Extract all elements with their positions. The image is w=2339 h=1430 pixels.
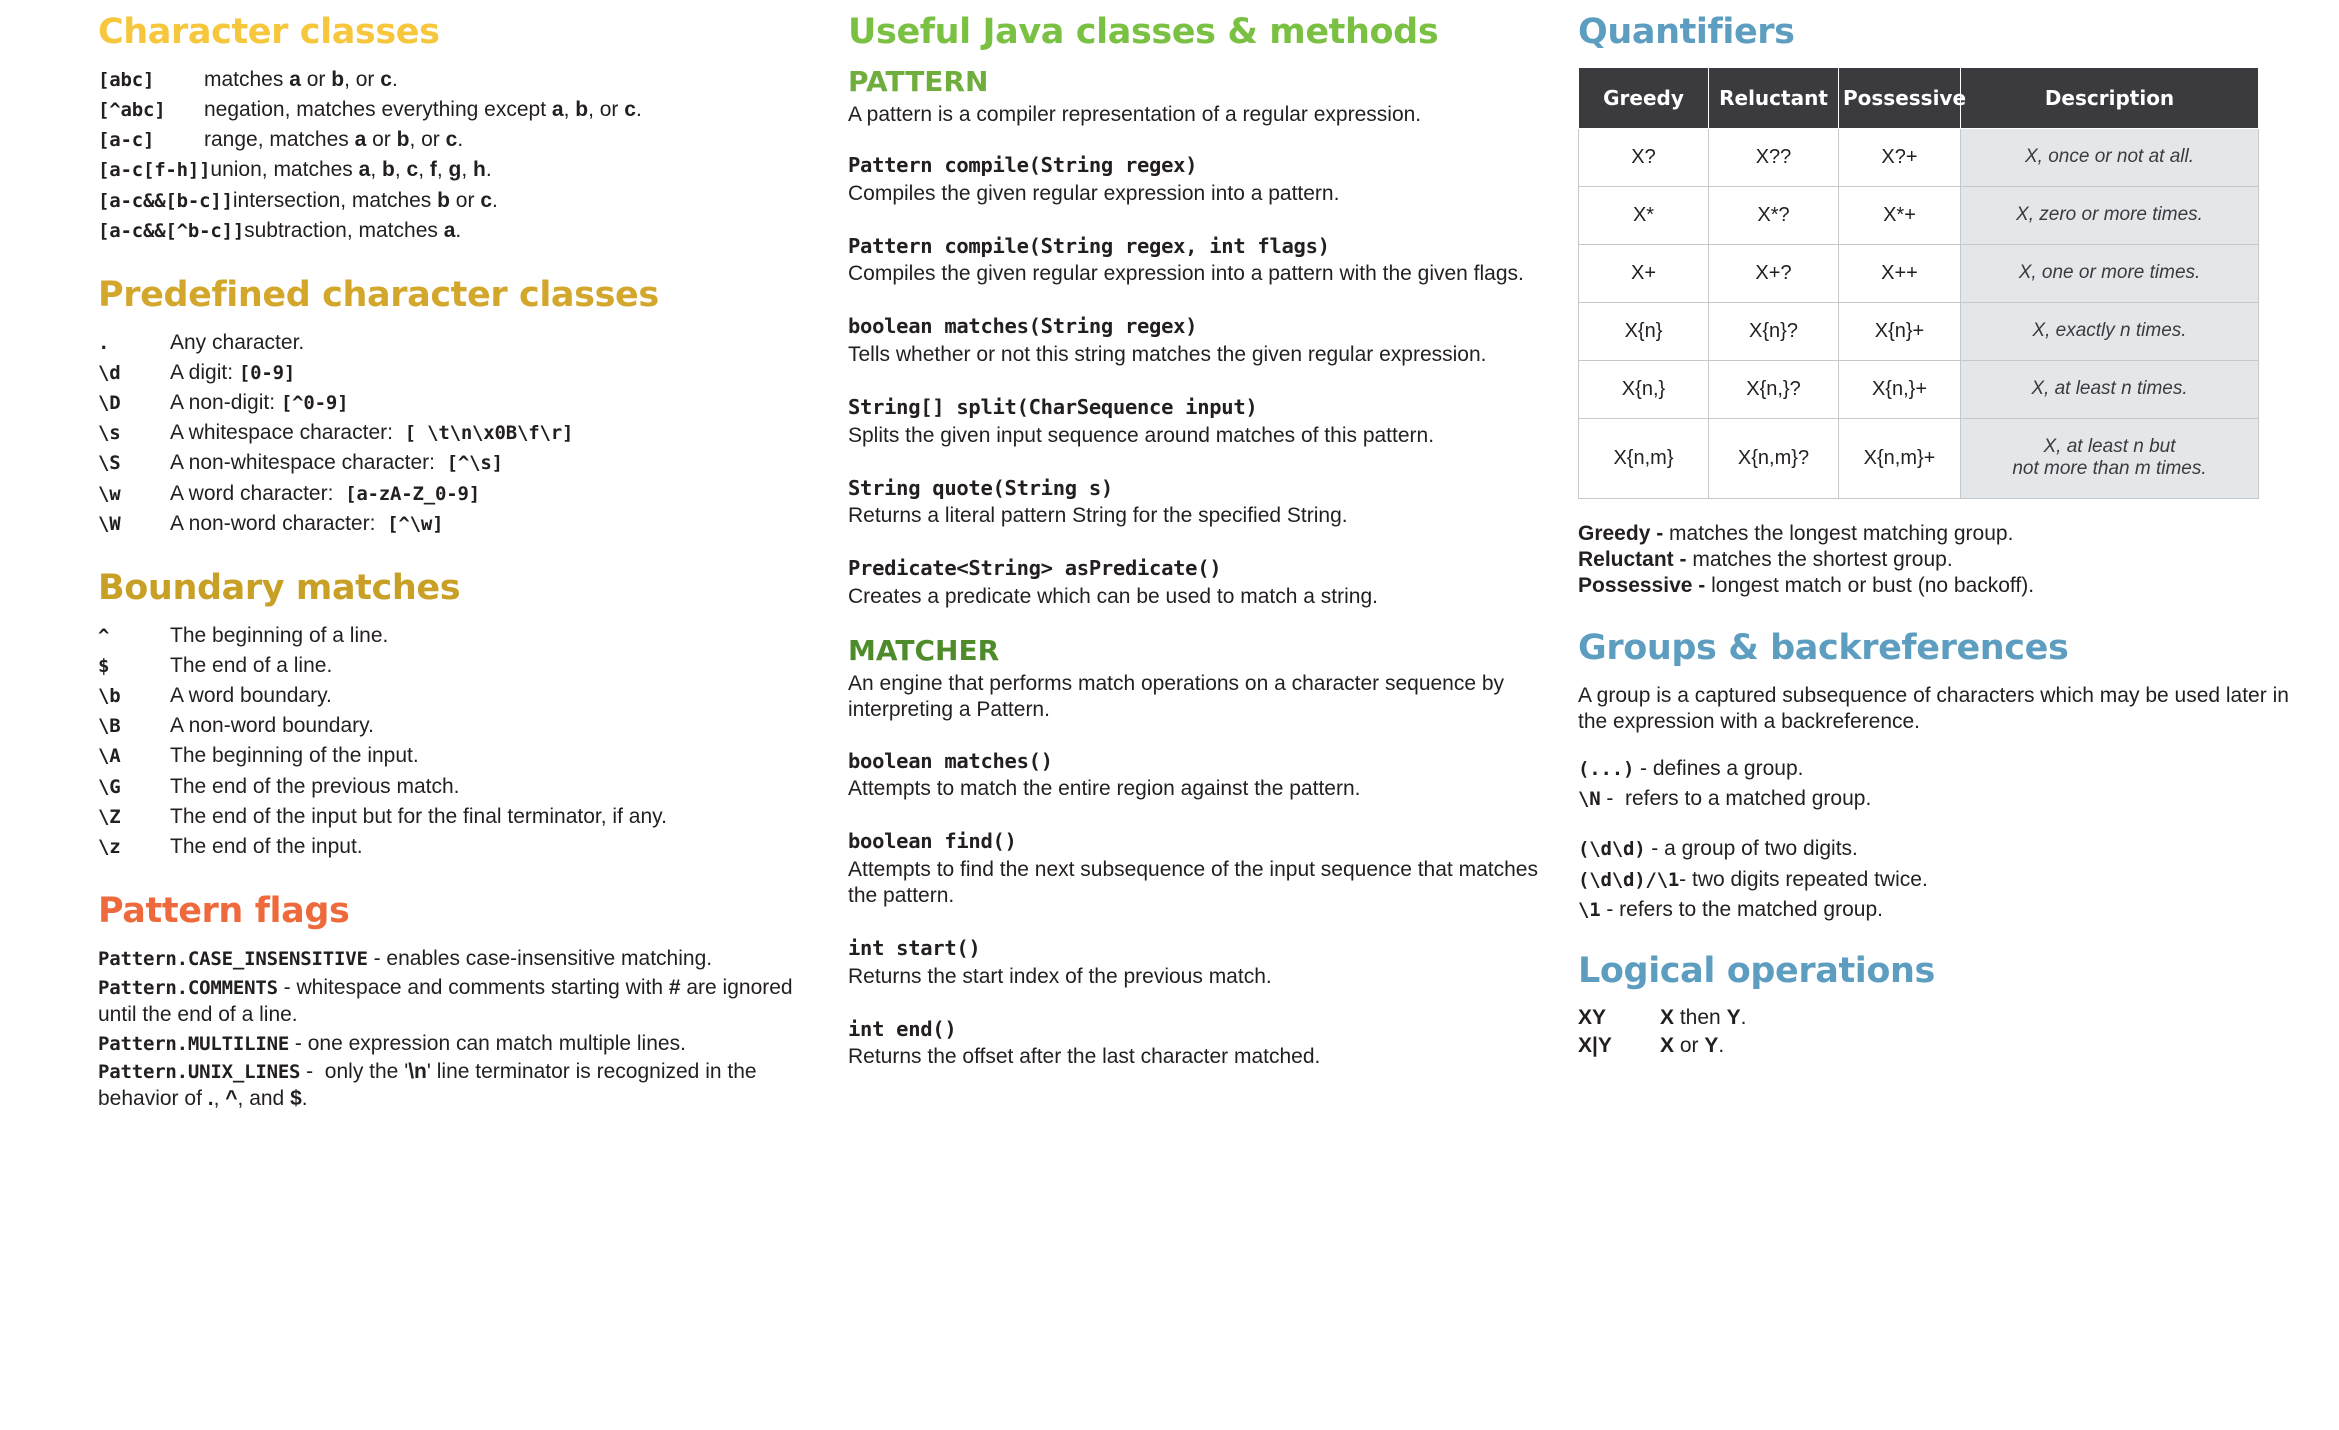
definition-row	[98, 420, 812, 445]
method-entry	[848, 1016, 1560, 1071]
group-entry: (\d\d)/\1- two digits repeated twice.	[1578, 867, 1928, 891]
definition-row	[98, 713, 812, 738]
definition-term: ^	[98, 624, 110, 647]
section-heading-useful-java-classes: Useful Java classes & methods	[848, 12, 1439, 52]
matcher-method-list	[848, 748, 1560, 1071]
method-entry	[848, 233, 1560, 288]
table-cell-description: X, at least n times.	[1961, 360, 2259, 418]
definition-description: A whitespace character: [ \t\n\x0B\f\r]	[170, 421, 574, 445]
definition-description: The end of a line.	[170, 653, 333, 677]
quantifiers-table-header-row	[1579, 67, 2259, 128]
definition-term: \z	[98, 836, 121, 858]
definition-description: range, matches a or b, or c.	[204, 128, 464, 152]
definition-row	[98, 390, 812, 415]
table-cell-description: X, one or more times.	[1961, 244, 2259, 302]
definition-row	[98, 157, 812, 182]
method-signature: Predicate<String> asPredicate()	[848, 556, 1222, 581]
definition-description: A word boundary.	[170, 684, 332, 708]
logical-operation-row	[1578, 1006, 2320, 1030]
table-row	[1579, 186, 2259, 244]
table-cell-quantifier: X*	[1579, 186, 1709, 244]
flag-entry: Pattern.COMMENTS - whitespace and comments starting with # are ignored until the end of a line.	[98, 975, 793, 1026]
method-signature: int end()	[848, 1016, 957, 1041]
quantifier-legend	[1578, 521, 2320, 600]
table-cell-description: X, at least n but not more than m times.	[1961, 418, 2259, 498]
quantifiers-table	[1578, 67, 2259, 499]
method-entry	[848, 935, 1560, 990]
section-heading-logical-operations: Logical operations	[1578, 951, 1935, 992]
table-cell-description: X, exactly n times.	[1961, 302, 2259, 360]
method-entry	[848, 555, 1560, 610]
method-entry	[848, 313, 1560, 368]
definition-term: [a-c&&[^b-c]]	[98, 219, 245, 242]
quantifier-legend-text: matches the longest matching group.	[1663, 521, 2014, 545]
definition-description: The end of the input.	[170, 835, 363, 858]
definition-description: union, matches a, b, c, f, g, h.	[210, 158, 492, 182]
method-description: Compiles the given regular expression into a pattern with the given flags.	[848, 262, 1524, 286]
table-cell-quantifier: X?	[1579, 128, 1709, 186]
definition-description: A digit: [0-9]	[170, 360, 296, 384]
definition-description: intersection, matches b or c.	[232, 188, 498, 212]
definition-row	[98, 450, 812, 475]
definition-term: \w	[98, 482, 121, 505]
logical-operation-description: X or Y.	[1660, 1033, 1725, 1057]
definition-term: \B	[98, 715, 121, 738]
definition-description: The beginning of a line.	[170, 623, 389, 647]
table-cell-quantifier: X??	[1709, 128, 1839, 186]
definition-description: A non-word character: [^\w]	[170, 511, 444, 535]
definition-description: matches a or b, or c.	[204, 67, 398, 91]
table-cell-description: X, zero or more times.	[1961, 186, 2259, 244]
table-cell-quantifier: X?+	[1839, 128, 1961, 186]
method-description: Returns a literal pattern String for the specified String.	[848, 504, 1348, 528]
method-signature: boolean matches()	[848, 748, 1053, 773]
column-java-classes	[830, 14, 1560, 1430]
definition-term: .	[98, 331, 110, 354]
table-column-header: Description	[1961, 67, 2259, 128]
group-entry: (\d\d) - a group of two digits.	[1578, 837, 1858, 861]
method-signature: String quote(String s)	[848, 475, 1113, 500]
section-heading-character-classes: Character classes	[98, 12, 440, 52]
method-description: Attempts to match the entire region against the pattern.	[848, 777, 1361, 801]
predefined-character-classes-list	[98, 330, 812, 536]
table-cell-quantifier: X+?	[1709, 244, 1839, 302]
logical-operation-term: X|Y	[1578, 1033, 1612, 1057]
definition-description: subtraction, matches a.	[244, 218, 462, 242]
definition-term: \D	[98, 392, 121, 414]
method-signature: String[] split(CharSequence input)	[848, 395, 1258, 420]
quantifier-legend-label: Reluctant -	[1578, 548, 1687, 572]
group-entry: \1 - refers to the matched group.	[1578, 897, 1883, 921]
table-row	[1579, 128, 2259, 186]
table-column-header: Possessive	[1839, 67, 1961, 128]
definition-row	[98, 481, 812, 506]
table-cell-quantifier: X+	[1579, 244, 1709, 302]
definition-description: A non-digit: [^0-9]	[170, 391, 349, 414]
table-cell-quantifier: X{n}	[1579, 302, 1709, 360]
definition-row	[98, 188, 812, 213]
definition-row	[98, 774, 812, 799]
definition-description: The beginning of the input.	[170, 744, 419, 768]
method-entry	[848, 748, 1560, 803]
section-heading-pattern-flags: Pattern flags	[98, 891, 350, 932]
groups-lead-text: A group is a captured subsequence of characters which may be used later in the expression with a backreference.	[1578, 683, 2289, 733]
definition-term: \b	[98, 685, 121, 708]
method-description: Compiles the given regular expression into a pattern.	[848, 181, 1340, 205]
subheading-pattern: PATTERN	[848, 64, 989, 98]
group-entry: (...) - defines a group.	[1578, 756, 1804, 780]
table-cell-quantifier: X++	[1839, 244, 1961, 302]
logical-operation-row	[1578, 1034, 2320, 1058]
flag-entry: Pattern.CASE_INSENSITIVE - enables case-insensitive matching.	[98, 946, 713, 970]
groups-list-a	[1578, 755, 2320, 813]
definition-row	[98, 330, 812, 355]
subheading-matcher: MATCHER	[848, 634, 1000, 668]
boundary-matches-list	[98, 623, 812, 860]
method-description: Creates a predicate which can be used to match a string.	[848, 585, 1378, 608]
quantifier-legend-row	[1578, 521, 2320, 547]
definition-row	[98, 683, 812, 708]
method-signature: boolean find()	[848, 829, 1017, 854]
column-character-classes	[30, 14, 830, 1430]
character-classes-list	[98, 67, 812, 243]
definition-term: \s	[98, 422, 121, 445]
section-heading-groups-backreferences: Groups & backreferences	[1578, 627, 2069, 668]
method-signature: boolean matches(String regex)	[848, 314, 1198, 339]
method-entry	[848, 475, 1560, 530]
logical-operations-list	[1578, 1006, 2320, 1058]
method-entry	[848, 152, 1560, 207]
table-column-header: Reluctant	[1709, 67, 1839, 128]
logical-operation-term: XY	[1578, 1005, 1607, 1029]
flag-entry: Pattern.UNIX_LINES - only the '\n' line terminator is recognized in the behavior of ., ^, and $.	[98, 1060, 757, 1111]
groups-list-b	[1578, 835, 2320, 923]
definition-term: [a-c&&[b-c]]	[98, 189, 233, 212]
quantifier-legend-text: matches the shortest group.	[1686, 548, 1953, 572]
method-description: Tells whether or not this string matches the given regular expression.	[848, 342, 1487, 366]
definition-row	[98, 743, 812, 768]
table-cell-description: X, once or not at all.	[1961, 128, 2259, 186]
table-cell-quantifier: X{n}?	[1709, 302, 1839, 360]
quantifier-legend-row	[1578, 547, 2320, 573]
method-description: Returns the start index of the previous match.	[848, 964, 1272, 988]
definition-description: A non-whitespace character: [^\s]	[170, 451, 503, 475]
definition-description: A non-word boundary.	[170, 714, 374, 738]
table-row	[1579, 418, 2259, 498]
pattern-flags-list	[98, 946, 812, 1113]
table-row	[1579, 244, 2259, 302]
method-description: Returns the offset after the last character matched.	[848, 1045, 1321, 1069]
definition-row	[98, 834, 812, 859]
flag-entry: Pattern.MULTILINE - one expression can match multiple lines.	[98, 1031, 686, 1055]
definition-row	[98, 67, 812, 92]
definition-row	[98, 127, 812, 152]
definition-description: Any character.	[170, 330, 305, 354]
section-heading-predefined-character-classes: Predefined character classes	[98, 274, 659, 315]
definition-term: $	[98, 654, 110, 677]
group-entry: \N - refers to a matched group.	[1578, 787, 1872, 811]
table-cell-quantifier: X{n,m}	[1579, 418, 1709, 498]
definition-term: [^abc]	[98, 98, 166, 121]
definition-row	[98, 511, 812, 536]
definition-term: \S	[98, 452, 121, 475]
definition-term: [a-c]	[98, 129, 155, 152]
table-cell-quantifier: X{n,}	[1579, 360, 1709, 418]
table-cell-quantifier: X{n,}+	[1839, 360, 1961, 418]
definition-row	[98, 97, 812, 122]
definition-row	[98, 360, 812, 385]
quantifier-legend-text: longest match or bust (no backoff).	[1705, 574, 2035, 598]
definition-description: The end of the input but for the final terminator, if any.	[170, 804, 667, 828]
table-row	[1579, 302, 2259, 360]
table-cell-quantifier: X{n,m}+	[1839, 418, 1961, 498]
table-column-header: Greedy	[1579, 67, 1709, 128]
definition-term: \G	[98, 775, 121, 798]
method-signature: Pattern compile(String regex)	[848, 153, 1198, 177]
definition-description: The end of the previous match.	[170, 774, 460, 798]
quantifiers-table-body	[1579, 128, 2259, 498]
definition-term: \d	[98, 361, 121, 384]
section-heading-quantifiers: Quantifiers	[1578, 12, 1795, 52]
table-cell-quantifier: X{n,m}?	[1709, 418, 1839, 498]
pattern-method-list	[848, 152, 1560, 610]
method-signature: Pattern compile(String regex, int flags)	[848, 233, 1330, 258]
table-cell-quantifier: X{n,}?	[1709, 360, 1839, 418]
method-entry	[848, 394, 1560, 449]
table-cell-quantifier: X*?	[1709, 186, 1839, 244]
groups-spacer	[1578, 815, 2320, 835]
section-heading-boundary-matches: Boundary matches	[98, 567, 461, 608]
method-entry	[848, 828, 1560, 909]
method-description: Splits the given input sequence around matches of this pattern.	[848, 423, 1435, 447]
column-quantifiers	[1560, 14, 2320, 1430]
quantifier-legend-label: Greedy -	[1578, 521, 1664, 545]
table-cell-quantifier: X*+	[1839, 186, 1961, 244]
definition-row	[98, 804, 812, 829]
definition-term: \A	[98, 745, 121, 768]
definition-term: \Z	[98, 805, 121, 828]
method-description: Attempts to find the next subsequence of the input sequence that matches the pattern.	[848, 858, 1538, 908]
logical-operation-description: X then Y.	[1660, 1005, 1747, 1029]
table-row	[1579, 360, 2259, 418]
definition-description: negation, matches everything except a, b, or c.	[204, 97, 642, 121]
definition-row	[98, 218, 812, 243]
definition-term: [abc]	[98, 68, 155, 91]
matcher-lead-text: An engine that performs match operations on a character sequence by interpreting a Pattern.	[848, 671, 1505, 722]
definition-description: A word character: [a-zA-Z_0-9]	[170, 481, 480, 505]
quantifier-legend-row	[1578, 573, 2320, 599]
definition-row	[98, 653, 812, 678]
quantifier-legend-label: Possessive -	[1578, 574, 1706, 598]
definition-term: \W	[98, 512, 121, 535]
definition-term: [a-c[f-h]]	[98, 159, 211, 182]
method-signature: int start()	[848, 936, 981, 961]
table-cell-quantifier: X{n}+	[1839, 302, 1961, 360]
pattern-lead-text: A pattern is a compiler representation of a regular expression.	[848, 102, 1422, 126]
definition-row	[98, 623, 812, 648]
